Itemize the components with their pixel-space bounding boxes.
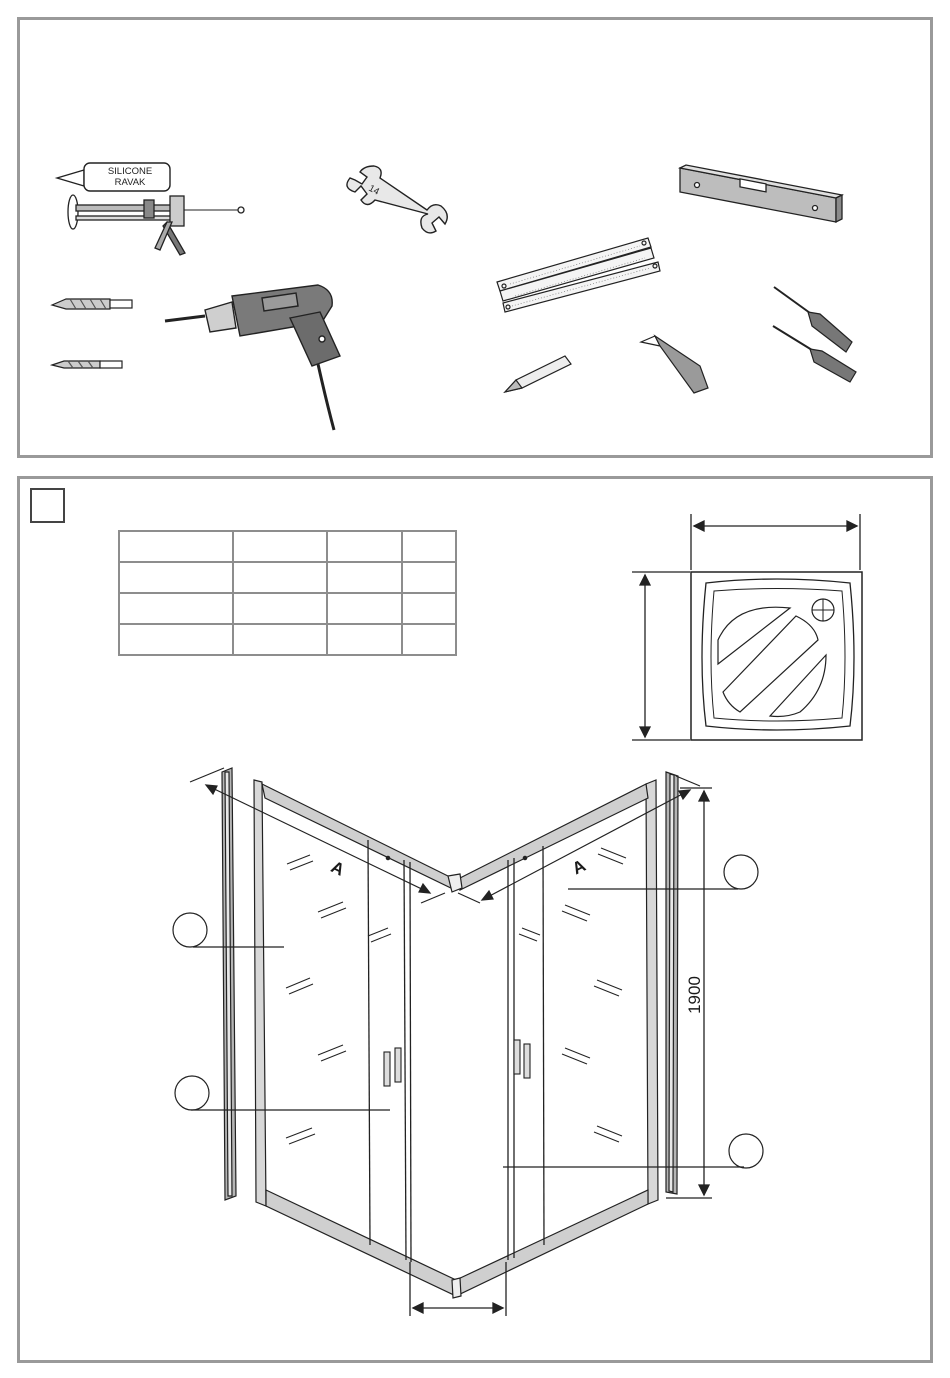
corner-post bbox=[448, 874, 462, 1298]
tray-width-dimension bbox=[691, 514, 860, 570]
silicone-label-line1: SILICONE bbox=[107, 166, 153, 177]
wall-profile-left bbox=[222, 768, 236, 1200]
height-dimension-label: 1900 bbox=[685, 976, 704, 1014]
callout-3 bbox=[568, 855, 758, 889]
callout-2 bbox=[175, 1076, 390, 1110]
shower-tray-plan bbox=[691, 572, 862, 740]
wall-profile-right bbox=[666, 772, 678, 1194]
tray-depth-dimension bbox=[632, 572, 690, 740]
right-side-dimension bbox=[458, 776, 700, 903]
left-side-label: A bbox=[327, 857, 348, 880]
right-panel bbox=[456, 780, 658, 1296]
right-side-label: A bbox=[569, 855, 589, 879]
callout-4 bbox=[503, 1134, 763, 1168]
wrench-size-label: 14 bbox=[366, 182, 382, 198]
silicone-label-line2: RAVAK bbox=[114, 177, 146, 188]
